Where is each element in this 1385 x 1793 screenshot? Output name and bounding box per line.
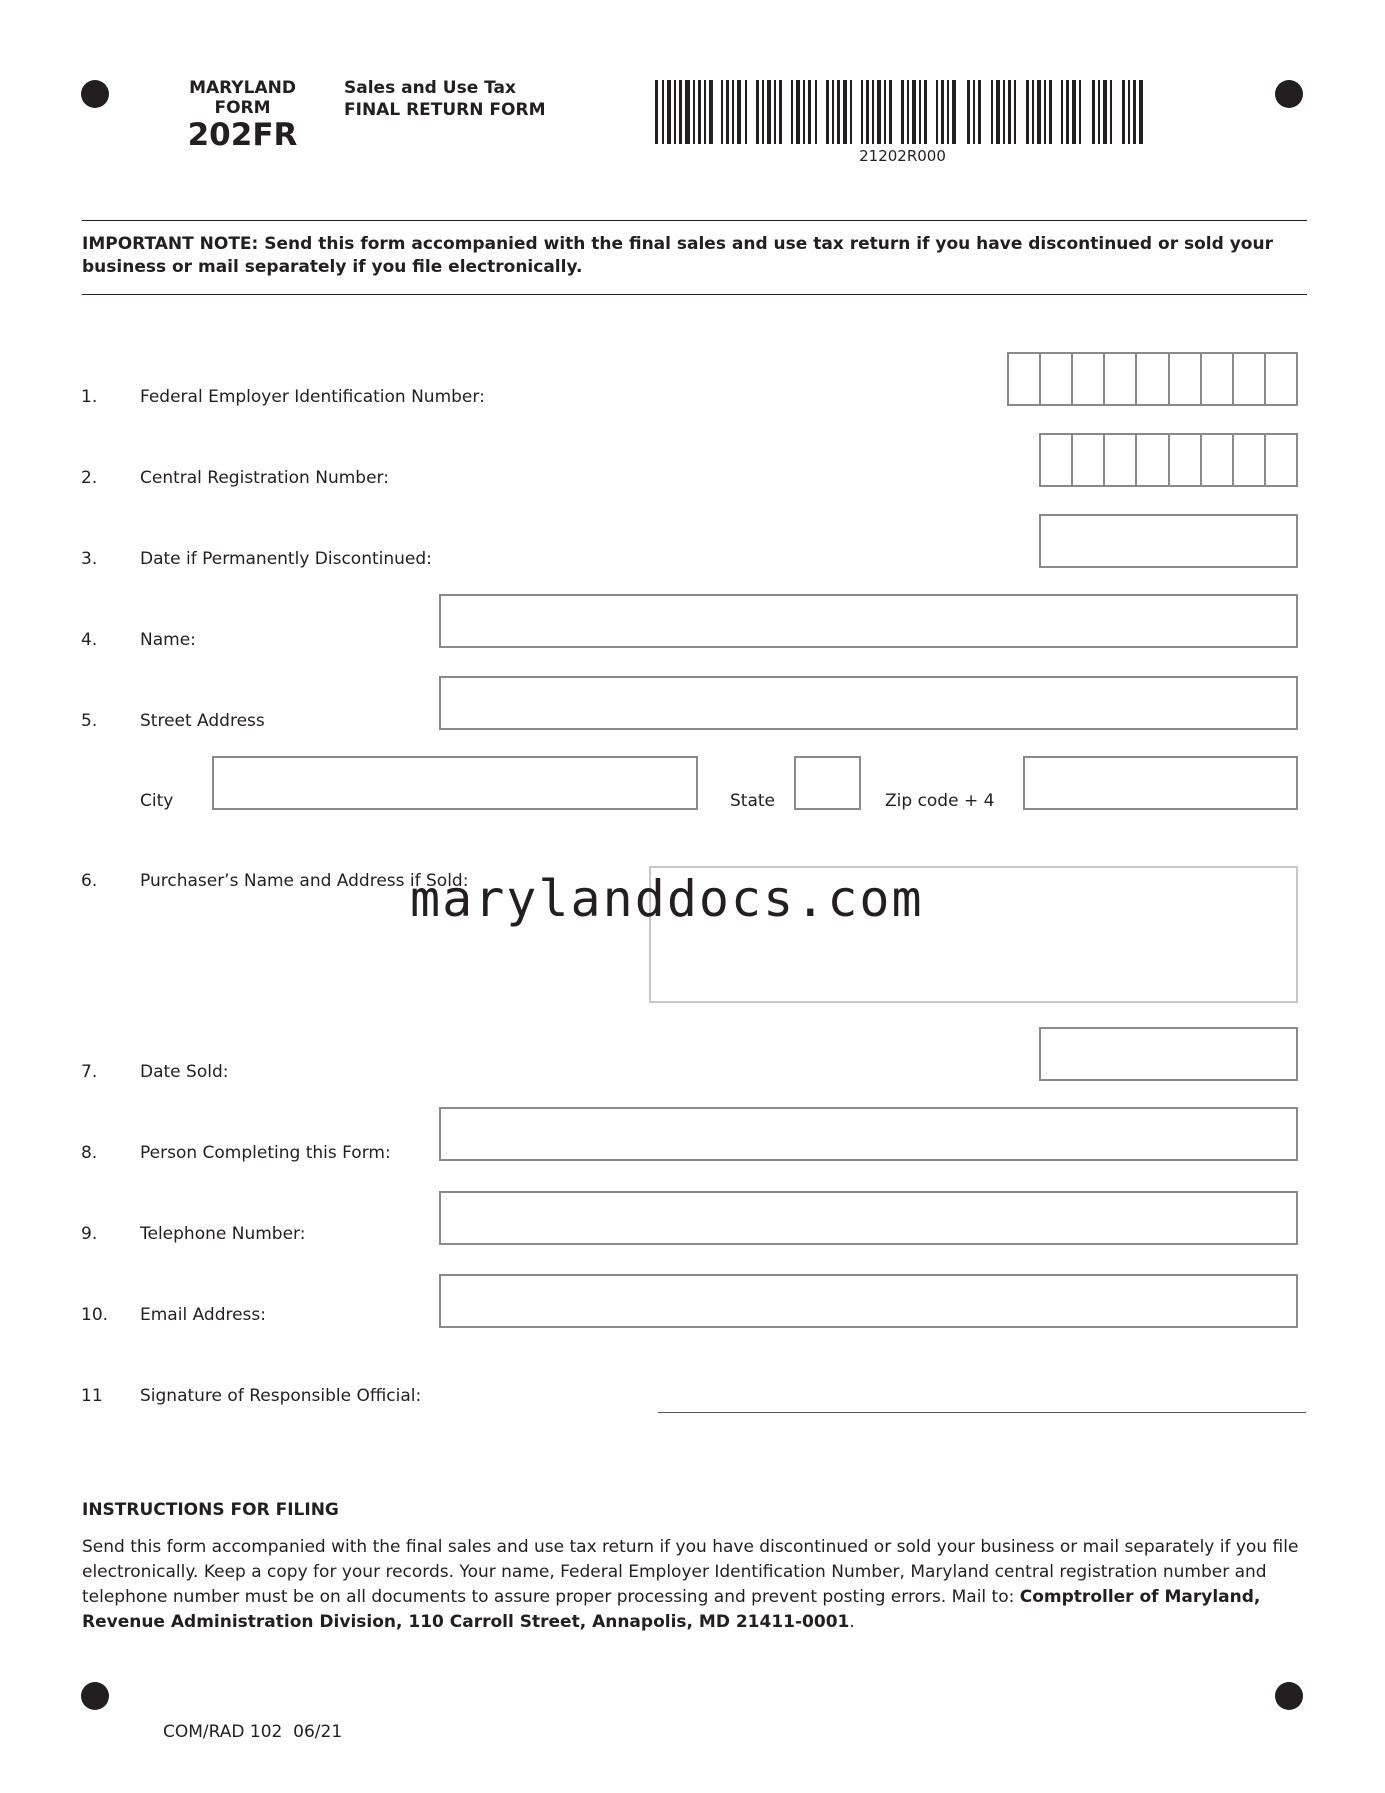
registration-mark [1275, 80, 1303, 108]
field-number: 6. [81, 871, 98, 891]
crn-label: Central Registration Number: [140, 468, 389, 488]
mailing-address: Comptroller of Maryland, Revenue Administration Division, 110 Carroll Street, Annapolis, MD 21411-0001 [82, 1587, 1261, 1632]
zip-label: Zip code + 4 [885, 791, 995, 811]
field-number: 2. [81, 468, 98, 488]
telephone-label: Telephone Number: [140, 1224, 306, 1244]
street-address-label: Street Address [140, 711, 265, 731]
email-label: Email Address: [140, 1305, 266, 1325]
field-number: 7. [81, 1062, 98, 1082]
city-label: City [140, 791, 174, 811]
field-number: 10. [81, 1305, 109, 1325]
registration-mark [1275, 1682, 1303, 1710]
date-discontinued-input[interactable] [1039, 514, 1298, 568]
field-number: 9. [81, 1224, 98, 1244]
registration-mark [81, 80, 109, 108]
digit-cell[interactable] [1264, 354, 1296, 404]
digit-cell[interactable] [1200, 354, 1232, 404]
digit-cell[interactable] [1135, 435, 1167, 485]
state-input[interactable] [794, 756, 861, 810]
crn-input[interactable] [1039, 433, 1298, 487]
field-number: 1. [81, 387, 98, 407]
title-line-2: FINAL RETURN FORM [344, 100, 546, 120]
purchaser-label: Purchaser’s Name and Address if Sold: [140, 871, 469, 891]
digit-cell[interactable] [1264, 435, 1296, 485]
field-number: 3. [81, 549, 98, 569]
form-number: 202FR [187, 117, 298, 153]
name-input[interactable] [439, 594, 1298, 648]
date-discontinued-label: Date if Permanently Discontinued: [140, 549, 432, 569]
barcode [655, 80, 1145, 144]
date-sold-label: Date Sold: [140, 1062, 229, 1082]
email-input[interactable] [439, 1274, 1298, 1328]
digit-cell[interactable] [1232, 354, 1264, 404]
digit-cell[interactable] [1200, 435, 1232, 485]
field-number: 5. [81, 711, 98, 731]
signature-line[interactable] [658, 1412, 1306, 1413]
zip-input[interactable] [1023, 756, 1298, 810]
form-revision: COM/RAD 102 06/21 [163, 1722, 343, 1742]
important-note: IMPORTANT NOTE: Send this form accompanied with the final sales and use tax return if you have discontinued or sold your business or mail separately if you file electronically. [82, 234, 1273, 277]
field-number: 4. [81, 630, 98, 650]
form-title [344, 77, 546, 121]
divider [82, 294, 1307, 295]
field-number: 8. [81, 1143, 98, 1163]
digit-cell[interactable] [1009, 354, 1039, 404]
instructions-heading: INSTRUCTIONS FOR FILING [82, 1500, 339, 1520]
digit-cell[interactable] [1232, 435, 1264, 485]
form-word: FORM [214, 98, 271, 118]
digit-cell[interactable] [1071, 435, 1103, 485]
state-label: State [730, 791, 775, 811]
digit-cell[interactable] [1071, 354, 1103, 404]
digit-cell[interactable] [1168, 354, 1200, 404]
digit-cell[interactable] [1168, 435, 1200, 485]
name-label: Name: [140, 630, 196, 650]
person-completing-label: Person Completing this Form: [140, 1143, 391, 1163]
state-name: MARYLAND [189, 78, 296, 98]
barcode-number: 21202R000 [859, 147, 946, 165]
form-id-block [180, 78, 305, 152]
title-line-1: Sales and Use Tax [344, 78, 516, 98]
digit-cell[interactable] [1103, 354, 1135, 404]
instructions-text: Send this form accompanied with the final sales and use tax return if you have discontinued or sold your business or mail separately if you file electronically. Keep a copy for your records. Your name, Federal Employer Identification Number, Maryland central registration number and telephone number must be on all documents to assure proper processing and prevent posting errors. Mail to: [82, 1537, 1299, 1607]
fein-input[interactable] [1007, 352, 1298, 406]
field-number: 11 [81, 1386, 103, 1406]
city-input[interactable] [212, 756, 698, 810]
telephone-input[interactable] [439, 1191, 1298, 1245]
registration-mark [81, 1682, 109, 1710]
watermark: marylanddocs.com [410, 870, 924, 928]
street-address-input[interactable] [439, 676, 1298, 730]
person-completing-input[interactable] [439, 1107, 1298, 1161]
instructions-end: . [849, 1612, 855, 1632]
signature-label: Signature of Responsible Official: [140, 1386, 422, 1406]
digit-cell[interactable] [1135, 354, 1167, 404]
date-sold-input[interactable] [1039, 1027, 1298, 1081]
digit-cell[interactable] [1103, 435, 1135, 485]
instructions-body [82, 1535, 1307, 1635]
digit-cell[interactable] [1041, 435, 1071, 485]
divider [82, 220, 1307, 221]
digit-cell[interactable] [1039, 354, 1071, 404]
fein-label: Federal Employer Identification Number: [140, 387, 485, 407]
